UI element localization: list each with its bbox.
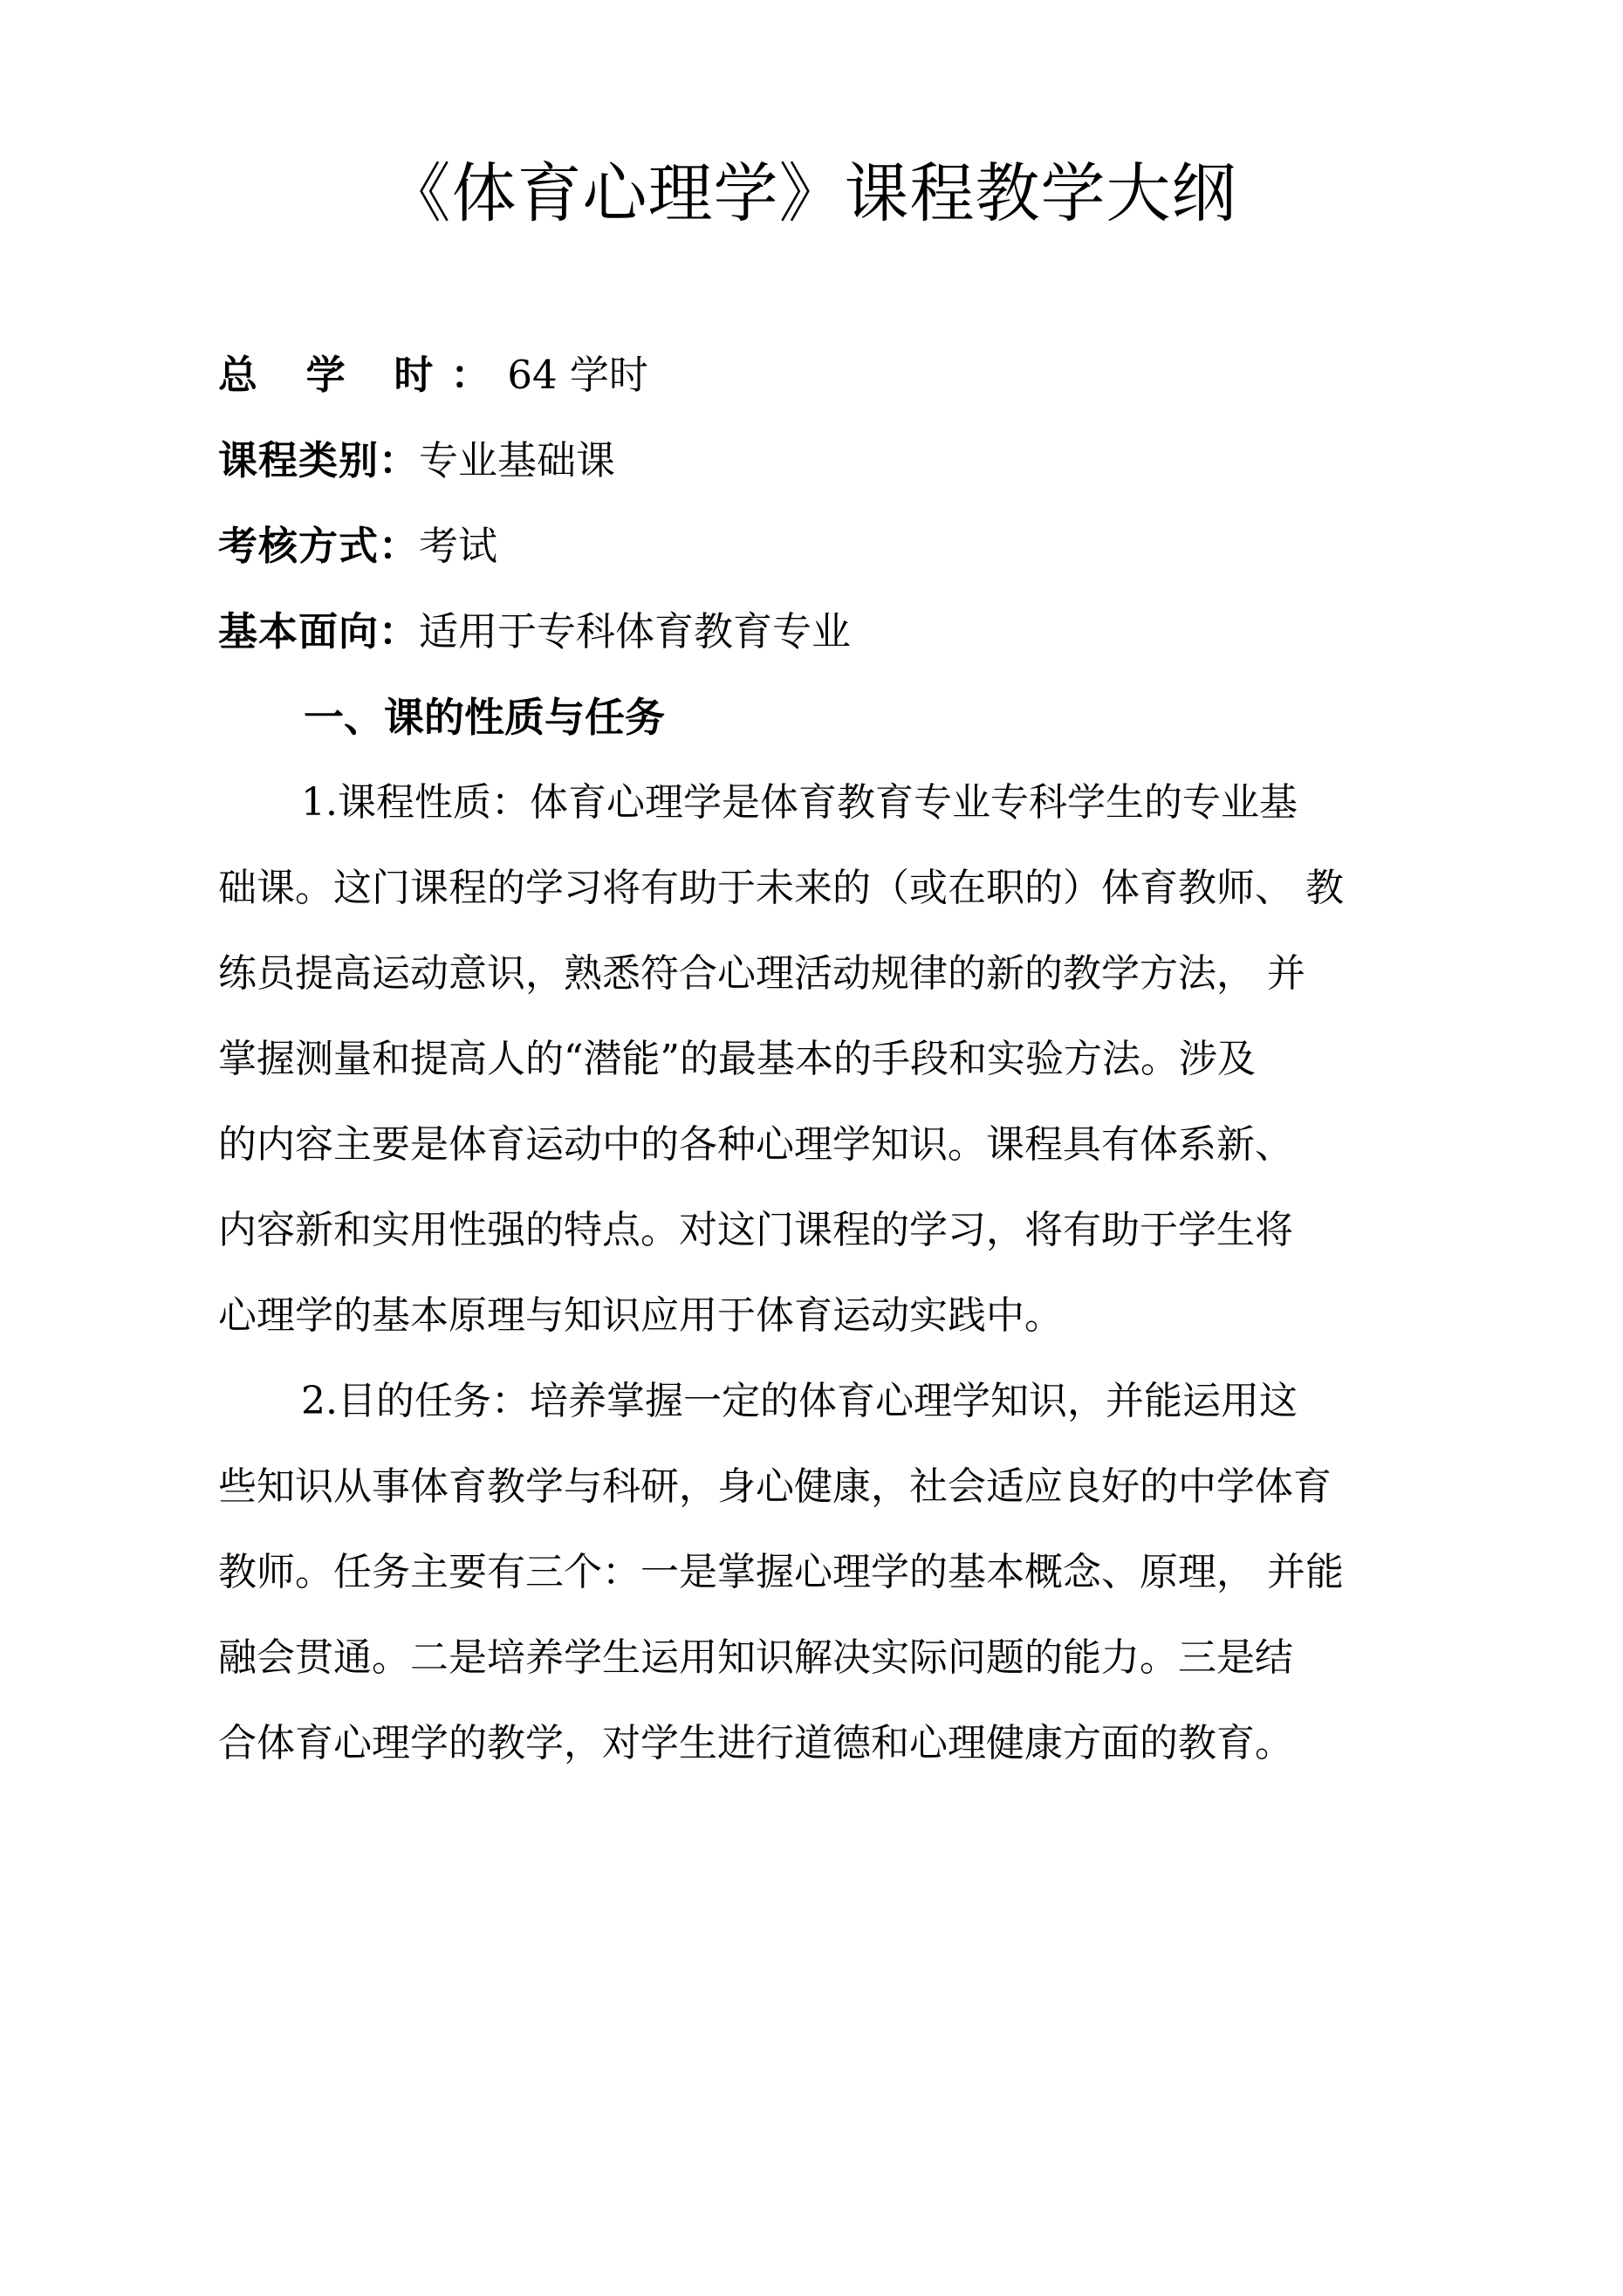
paragraph-line: 础课。这门课程的学习将有助于未来的（或在职的）体育教师、 教 (218, 866, 1344, 910)
meta-label: 考核方式： (218, 523, 420, 569)
paragraph-line: 心理学的基本原理与知识应用于体育运动实践中。 (218, 1293, 1063, 1338)
meta-label: 基本面向： (218, 608, 420, 655)
paragraph-line: 些知识从事体育教学与科研，身心健康，社会适应良好的中学体育 (218, 1464, 1332, 1509)
paragraph-line: 的内容主要是体育运动中的各种心理学知识。课程具有体系新、 (218, 1122, 1293, 1167)
meta-value: 专业基础课 (419, 437, 616, 483)
meta-course-category (218, 435, 1440, 487)
paragraph-line: 内容新和实用性强的特点。对这门课程的学习，将有助于学生将 (218, 1208, 1293, 1252)
paragraph-line: 1.课程性质：体育心理学是体育教育专业专科学生的专业基 (301, 780, 1298, 825)
paragraph-line: 练员提高运动意识，熟悉符合心理活动规律的新的教学方法， 并 (218, 951, 1305, 996)
meta-assessment-method (218, 520, 1440, 572)
meta-value: 64 学时 (507, 352, 648, 398)
paragraph-line: 教师。任务主要有三个：一是掌握心理学的基本概念、原理， 并能 (218, 1550, 1344, 1594)
meta-target-audience (218, 606, 1440, 658)
meta-label: 总 学 时： (218, 352, 508, 398)
paragraph-line: 合体育心理学的教学，对学生进行道德和心理健康方面的教育。 (218, 1721, 1293, 1765)
paragraph-line: 2.目的任务：培养掌握一定的体育心理学知识，并能运用这 (301, 1379, 1298, 1423)
document-title: 《体育心理学》课程教学大纲 (386, 156, 1237, 231)
paragraph-line: 融会贯通。二是培养学生运用知识解决实际问题的能力。三是结 (218, 1635, 1293, 1680)
meta-total-hours (218, 349, 1440, 401)
meta-value: 考试 (419, 523, 498, 569)
meta-value: 适用于专科体育教育专业 (419, 608, 852, 655)
paragraph-line: 掌握测量和提高人的“潜能”的最基本的手段和实验方法。涉及 (218, 1037, 1256, 1081)
section-heading: 一、课的性质与任务 (304, 694, 665, 741)
meta-label: 课程类别： (218, 437, 420, 483)
